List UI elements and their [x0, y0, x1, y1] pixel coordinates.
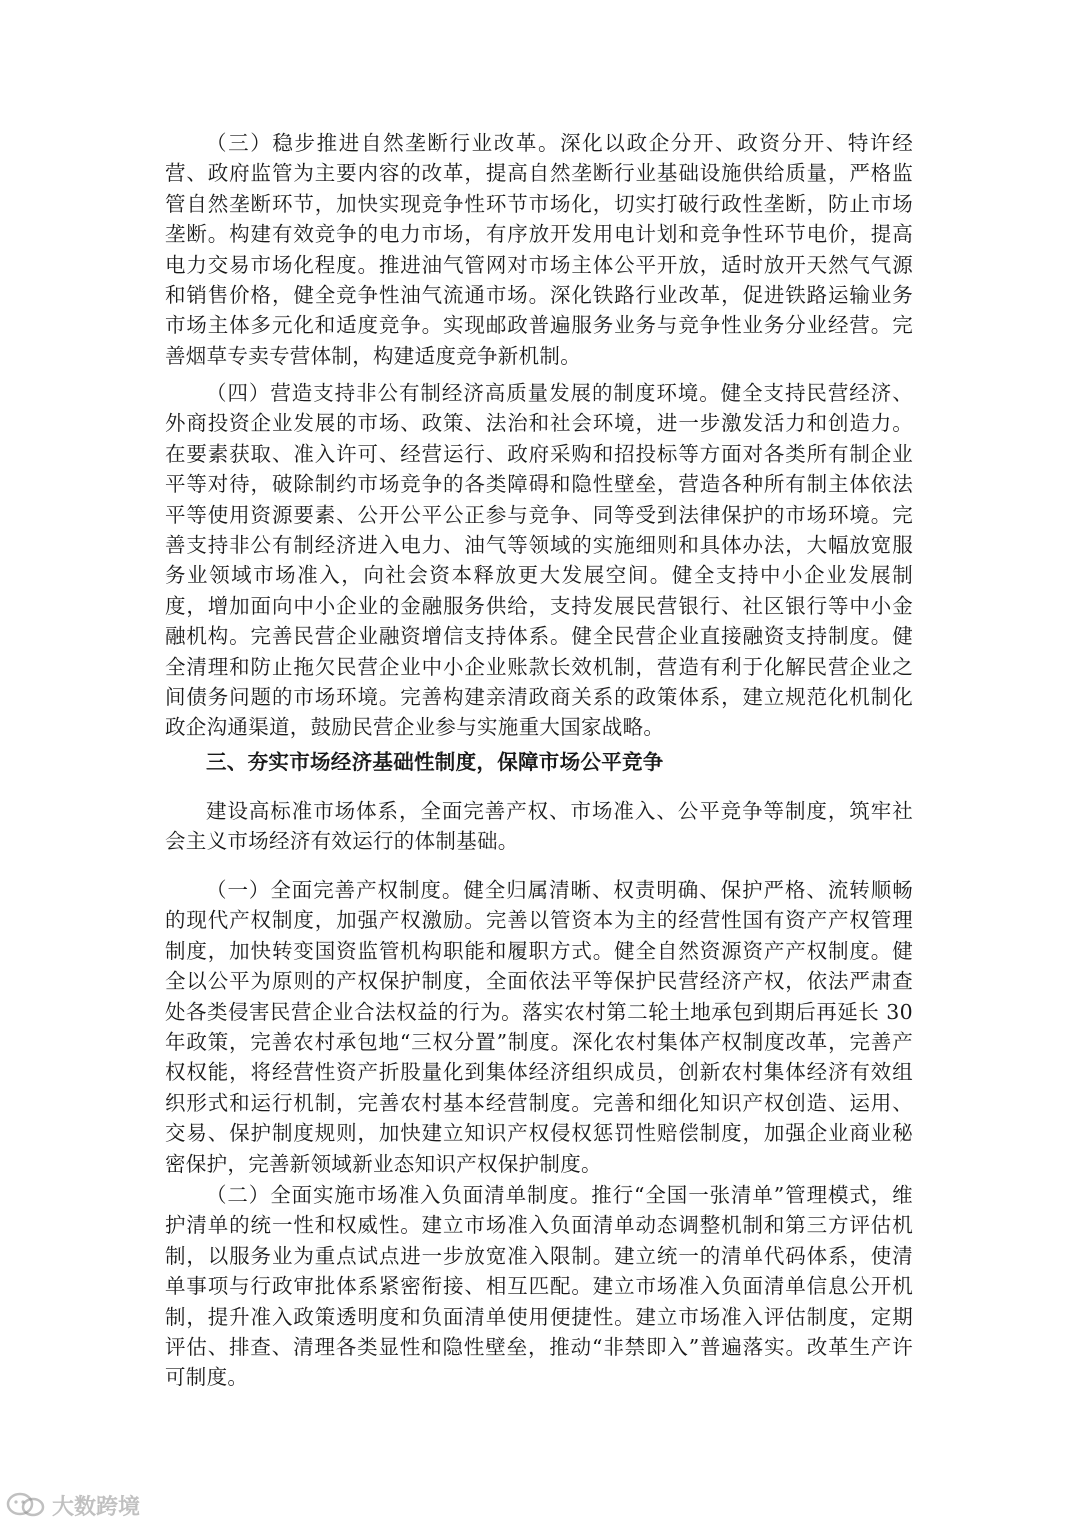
- paragraph-section-intro: 建设高标准市场体系，全面完善产权、市场准入、公平竞争等制度，筑牢社会主义市场经济有效运行的体制基础。: [165, 799, 913, 854]
- paragraph-market-access-negative-list: （二）全面实施市场准入负面清单制度。推行“全国一张清单”管理模式，维护清单的统一性和权威性。建立市场准入负面清单动态调整机制和第三方评估机制，以服务业为重点试点进一步放宽准入限制。建立统一的清单代码体系，使清单事项与行政审批体系紧密衔接、相互匹配。建立市场准入负面清单信息公开机制，提升准入政策透明度和负面清单使用便捷性。建立市场准入评估制度，定期评估、排查、清理各类显性和隐性壁垒，推动“非禁即入”普遍落实。改革生产许可制度。: [165, 1183, 913, 1390]
- paragraph-property-rights: （一）全面完善产权制度。健全归属清晰、权责明确、保护严格、流转顺畅的现代产权制度，加强产权激励。完善以管资本为主的经营性国有资产产权管理制度，加快转变国资监管机构职能和履职方式。健全自然资源资产产权制度。健全以公平为原则的产权保护制度，全面依法平等保护民营经济产权，依法严肃查处各类侵害民营企业合法权益的行为。落实农村第二轮土地承包到期后再延长 30 年政策，完善农村承包地“三权分置”制度。深化农村集体产权制度改革，完善产权权能，将经营性资产折股量化到集体经济组织成员，创新农村集体经济有效组织形式和运行机制，完善农村基本经营制度。完善和细化知识产权创造、运用、交易、保护制度规则，加快建立知识产权侵权惩罚性赔偿制度，加强企业商业秘密保护，完善新领域新业态知识产权保护制度。: [165, 878, 913, 1176]
- section-heading: 三、夯实市场经济基础性制度，保障市场公平竞争: [206, 750, 664, 774]
- watermark-text: 大数跨境: [52, 1494, 141, 1520]
- paragraph-non-public-economy: （四）营造支持非公有制经济高质量发展的制度环境。健全支持民营经济、外商投资企业发展的市场、政策、法治和社会环境，进一步激发活力和创造力。在要素获取、准入许可、经营运行、政府采购和招投标等方面对各类所有制企业平等对待，破除制约市场竞争的各类障碍和隐性壁垒，营造各种所有制主体依法平等使用资源要素、公开公平公正参与竞争、同等受到法律保护的市场环境。完善支持非公有制经济进入电力、油气等领域的实施细则和具体办法，大幅放宽服务业领域市场准入，向社会资本释放更大发展空间。健全支持中小企业发展制度，增加面向中小企业的金融服务供给，支持发展民营银行、社区银行等中小金融机构。完善民营企业融资增信支持体系。健全民营企业直接融资支持制度。健全清理和防止拖欠民营企业中小企业账款长效机制，营造有利于化解民营企业之间债务问题的市场环境。完善构建亲清政商关系的政策体系，建立规范化机制化政企沟通渠道，鼓励民营企业参与实施重大国家战略。: [165, 381, 913, 740]
- paragraph-natural-monopoly-reform: （三）稳步推进自然垄断行业改革。深化以政企分开、政资分开、特许经营、政府监管为主要内容的改革，提高自然垄断行业基础设施供给质量，严格监管自然垄断环节，加快实现竞争性环节市场化，切实打破行政性垄断，防止市场垄断。构建有效竞争的电力市场，有序放开发用电计划和竞争性环节电价，提高电力交易市场化程度。推进油气管网对市场主体公平开放，适时放开天然气气源和销售价格，健全竞争性油气流通市场。深化铁路行业改革，促进铁路运输业务市场主体多元化和适度竞争。实现邮政普遍服务业务与竞争性业务分业经营。完善烟草专卖专营体制，构建适度竞争新机制。: [165, 131, 913, 368]
- wechat-logo-icon: [6, 1492, 46, 1518]
- watermark: [6, 1490, 140, 1520]
